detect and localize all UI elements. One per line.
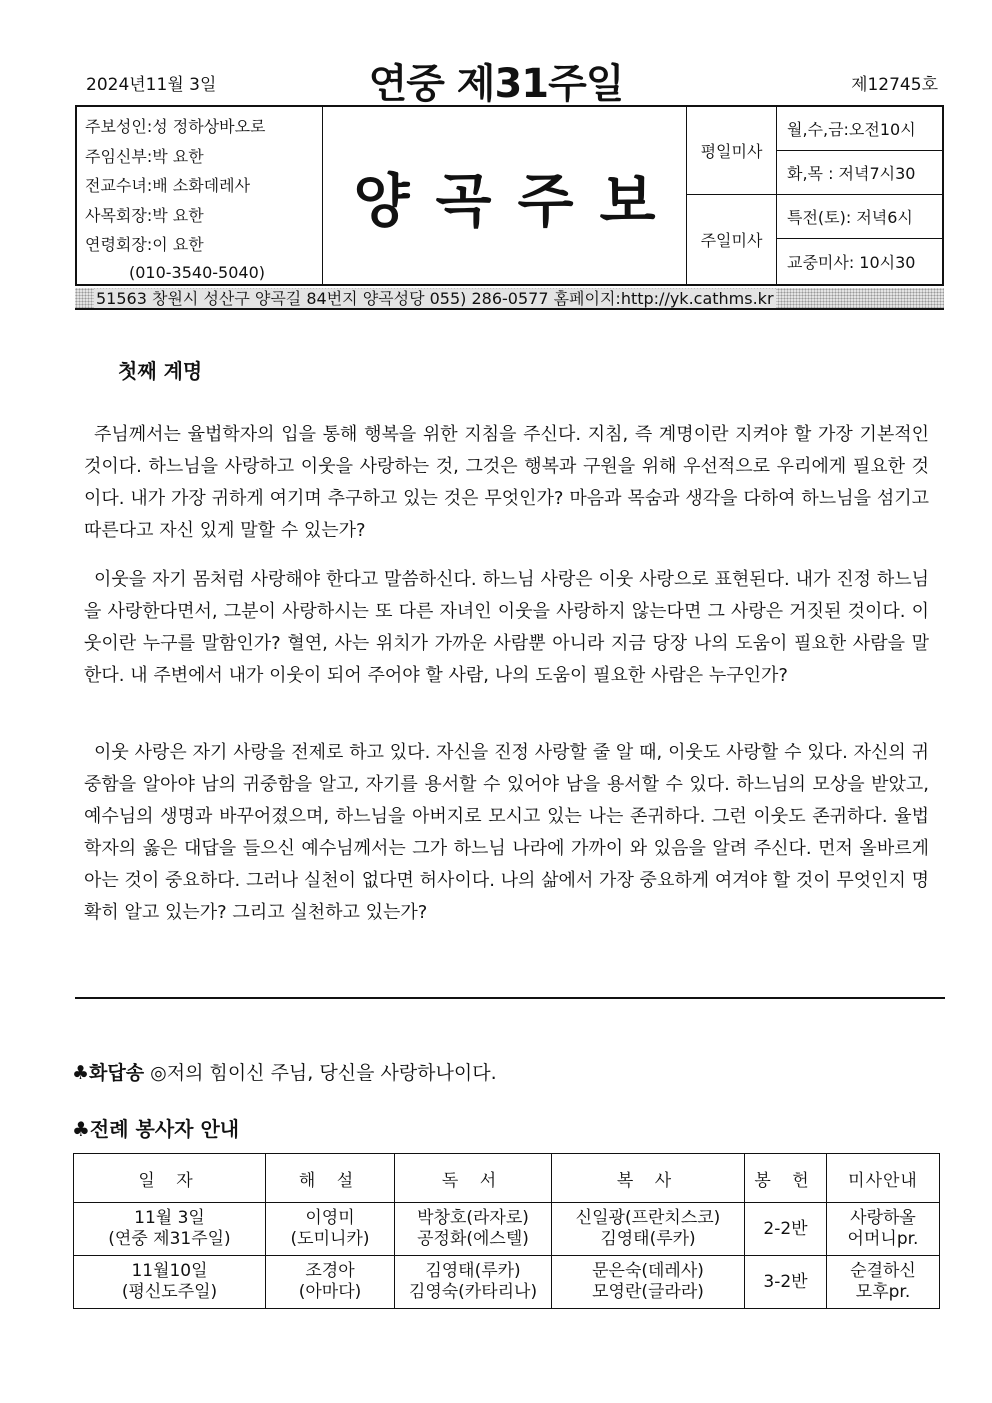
cell-line: 사랑하올 bbox=[850, 1208, 916, 1228]
masthead-box bbox=[75, 105, 944, 286]
cell-line: (아마다) bbox=[298, 1282, 362, 1302]
address-line bbox=[94, 288, 776, 310]
liturgical-sunday-title: 연중 제31주일 bbox=[368, 61, 624, 107]
col-header-offering: 봉 헌 bbox=[745, 1154, 827, 1203]
staff-phone: (010-3540-5040) bbox=[129, 262, 266, 282]
cell-line: 신일광(프란치스코) bbox=[575, 1208, 721, 1228]
article-title: 첫째 계명 bbox=[118, 359, 203, 383]
cell-line: (도미니카) bbox=[290, 1229, 370, 1249]
bulletin-date: 2024년11월 3일 bbox=[86, 75, 217, 95]
cell-mass-intention bbox=[827, 1203, 940, 1256]
cell-line: 조경아 bbox=[305, 1261, 355, 1281]
staff-funeral-head: 연령회장:이 요한 bbox=[85, 235, 204, 254]
col-header-date: 일 자 bbox=[74, 1154, 266, 1203]
cell-line: (연중 제31주일) bbox=[108, 1229, 231, 1249]
article-paragraph-3: 이웃 사랑은 자기 사랑을 전제로 하고 있다. 자신을 진정 사랑할 줄 알 때, 이웃도 사랑할 수 있다. 자신의 귀중함을 알아야 남의 귀중함을 알고, 자기를 용서할 수 있어야 남을 용서할 수 있다. 하느님의 모상을 받았고, 예수님의 생명과 바꾸어졌으며, 하느님을 아버지로 모시고 있는 나는 존귀하다. 그런 이웃도 존귀하다. 율법학자의 옳은 대답을 들으신 예수님께서는 그가 하느님 나라에 가까이 와 있음을 알려 주신다. 먼저 올바르게 아는 것이 중요하다. 그러나 실천이 없다면 허사이다. 나의 삶에서 가장 중요하게 여겨야 할 것이 무엇인지 명확히 알고 있는가? 그리고 실천하고 있는가? bbox=[84, 742, 929, 923]
table-row bbox=[74, 1256, 940, 1309]
staff-council-president: 사목회장:박 요한 bbox=[85, 205, 204, 225]
article-paragraph-1: 주님께서는 율법학자의 입을 통해 행복을 위한 지침을 주신다. 지침, 즉 계명이란 지켜야 할 가장 기본적인 것이다. 하느님을 사랑하고 이웃을 사랑하는 것, 그것은 행복과 구원을 위해 우선적으로 우리에게 필요한 것이다. 내가 가장 귀하게 여기며 추구하고 있는 것은 무엇인가? 마음과 목숨과 생각을 다하여 하느님을 섬기고 따른다고 자신 있게 말할 수 있는가? bbox=[84, 424, 929, 541]
cell-line: 11월10일 bbox=[131, 1261, 208, 1281]
col-header-server: 복 사 bbox=[552, 1154, 745, 1203]
weekday-mass-time-2: 화,목 : 저녁7시30 bbox=[777, 151, 942, 195]
issue-number: 제12745호 bbox=[851, 75, 938, 95]
cell-date bbox=[74, 1203, 266, 1256]
cell-line: 모영란(글라라) bbox=[592, 1282, 704, 1302]
cell-line: 이영미 bbox=[305, 1208, 355, 1228]
cell-line: 문은숙(데레사) bbox=[592, 1261, 704, 1281]
table-header-row bbox=[74, 1154, 940, 1203]
masthead-title: 양곡주보 bbox=[323, 107, 687, 284]
cell-line: 김영태(루카) bbox=[600, 1229, 696, 1249]
cell-readers bbox=[395, 1256, 552, 1309]
col-header-reader: 독 서 bbox=[395, 1154, 552, 1203]
col-header-mass-intention: 미사안내 bbox=[827, 1154, 940, 1203]
table-row bbox=[74, 1203, 940, 1256]
cell-line: 순결하신 bbox=[850, 1261, 916, 1281]
cell-line: 김영태(루카) bbox=[425, 1261, 521, 1281]
col-header-commentator: 해 설 bbox=[266, 1154, 395, 1203]
weekday-mass-label: 평일미사 bbox=[687, 107, 777, 195]
sunday-mass-time-2: 교중미사: 10시30 bbox=[787, 253, 916, 272]
cell-readers bbox=[395, 1203, 552, 1256]
staff-sister: 전교수녀:배 소화데레사 bbox=[85, 176, 251, 195]
weekday-mass-time-1: 월,수,금:오전10시 bbox=[777, 107, 942, 151]
cell-commentator bbox=[266, 1256, 395, 1309]
cell-commentator bbox=[266, 1203, 395, 1256]
cell-servers bbox=[552, 1256, 745, 1309]
responsorial-psalm bbox=[72, 1058, 497, 1085]
cell-line: 모후pr. bbox=[855, 1282, 911, 1302]
cell-servers bbox=[552, 1203, 745, 1256]
cell-offering: 3-2반 bbox=[745, 1256, 827, 1309]
staff-pastor: 주임신부:박 요한 bbox=[85, 146, 204, 166]
cell-line: 김영숙(카타리나) bbox=[408, 1282, 538, 1302]
cell-line: 어머니pr. bbox=[847, 1229, 919, 1249]
cell-mass-intention bbox=[827, 1256, 940, 1309]
staff-list bbox=[77, 107, 323, 284]
staff-patron-saint: 주보성인:성 정하상바오로 bbox=[85, 117, 266, 136]
psalm-label: ♣화답송 bbox=[72, 1062, 145, 1084]
article-paragraph-2: 이웃을 자기 몸처럼 사랑해야 한다고 말씀하신다. 하느님 사랑은 이웃 사랑으로 표현된다. 내가 진정 하느님을 사랑한다면서, 그분이 사랑하시는 또 다른 자녀인 이웃을 사랑하지 않는다면 그 사랑은 거짓된 것이다. 이웃이란 누구를 말함인가? 혈연, 사는 위치가 가까운 사람뿐 아니라 지금 당장 나의 도움이 필요한 사람을 말한다. 내 주변에서 내가 이웃이 되어 주어야 할 사람, 나의 도움이 필요한 사람은 누구인가? bbox=[84, 569, 929, 686]
sunday-mass-time-1: 특전(토): 저녁6시 bbox=[777, 195, 942, 239]
sunday-mass-label: 주일미사 bbox=[687, 195, 777, 284]
service-roster-title: ♣전례 봉사자 안내 bbox=[72, 1117, 240, 1141]
cell-line: 공정화(에스텔) bbox=[417, 1229, 529, 1249]
cell-date bbox=[74, 1256, 266, 1309]
cell-line: (평신도주일) bbox=[121, 1282, 218, 1302]
service-roster-table bbox=[73, 1153, 940, 1309]
section-divider bbox=[75, 997, 945, 999]
address-text: 51563 창원시 성산구 양곡길 84번지 양곡성당 055) 286-0577 홈페이지:http://yk.cathms.kr bbox=[96, 289, 774, 308]
psalm-text: ◎저의 힘이신 주님, 당신을 사랑하나이다. bbox=[144, 1062, 497, 1084]
cell-line: 박창호(라자로) bbox=[417, 1208, 529, 1228]
cell-offering: 2-2반 bbox=[745, 1203, 827, 1256]
cell-line: 11월 3일 bbox=[134, 1208, 205, 1228]
